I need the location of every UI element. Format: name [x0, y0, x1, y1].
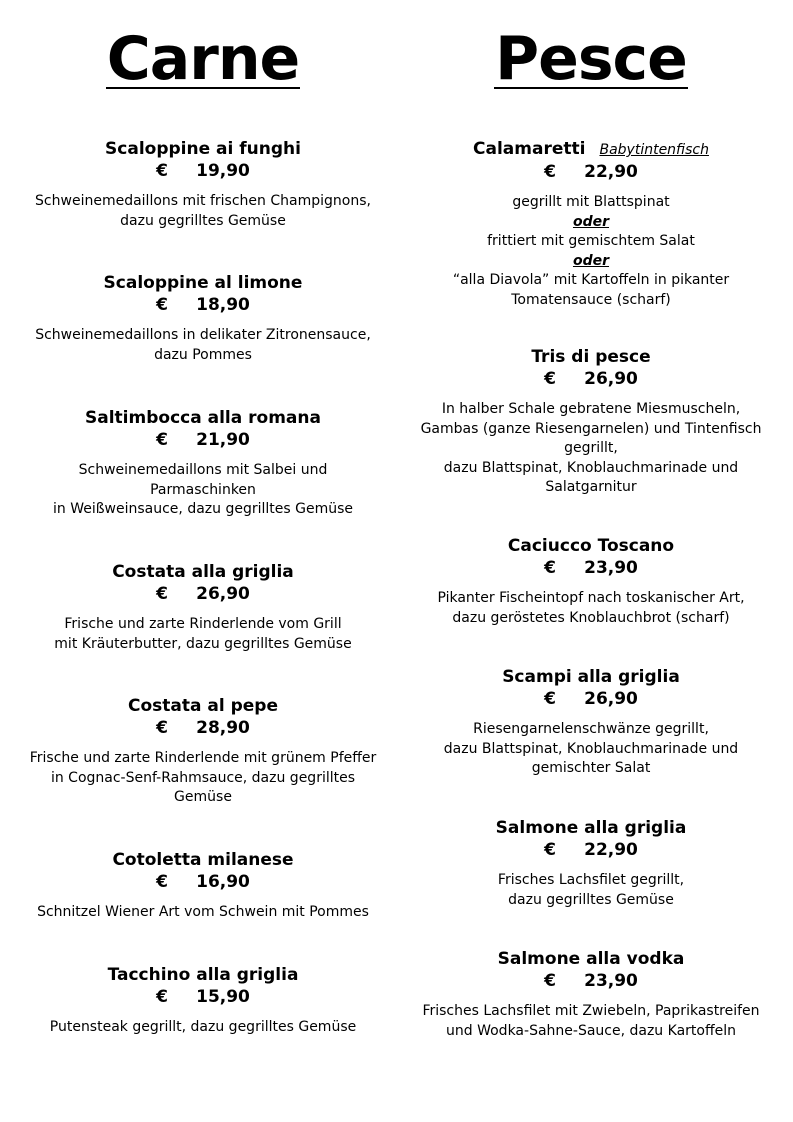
- dish-price: [398, 839, 784, 861]
- dish-description: [10, 461, 396, 520]
- dish-name: [10, 849, 396, 871]
- dish-description: [10, 1018, 396, 1038]
- dish-name: [398, 346, 784, 368]
- dish-price: [10, 294, 396, 316]
- oder-separator: oder: [572, 252, 610, 269]
- price-value: 18,90: [196, 295, 250, 315]
- currency-symbol: €: [156, 718, 168, 738]
- dish-name-text: Caciucco Toscano: [507, 536, 675, 556]
- currency-symbol: €: [544, 369, 556, 389]
- menu-item: [398, 346, 784, 498]
- price-value: 15,90: [196, 987, 250, 1007]
- menu-item: [398, 817, 784, 910]
- currency-symbol: €: [156, 987, 168, 1007]
- description-line: “alla Diavola” mit Kartoffeln in pikanter: [452, 272, 730, 288]
- dish-price: [398, 161, 784, 183]
- price-value: 28,90: [196, 718, 250, 738]
- price-value: 26,90: [584, 369, 638, 389]
- menu-item: [398, 948, 784, 1041]
- pesce-heading: Pesce: [495, 24, 687, 94]
- dish-price: [10, 583, 396, 605]
- dish-description: [398, 720, 784, 779]
- dish-name-text: Saltimbocca alla romana: [85, 408, 321, 428]
- dish-name-text: Tris di pesce: [531, 347, 651, 367]
- menu-item: [10, 964, 396, 1038]
- dish-name-text: Scampi alla griglia: [502, 667, 680, 687]
- currency-symbol: €: [544, 558, 556, 578]
- dish-price: [10, 986, 396, 1008]
- dish-price: [10, 717, 396, 739]
- dish-description: [398, 400, 784, 498]
- pesce-column: [398, 0, 784, 1039]
- description-line: Schnitzel Wiener Art vom Schwein mit Pommes: [37, 904, 369, 920]
- description-line: dazu geröstetes Knoblauchbrot (scharf): [452, 609, 730, 626]
- description-line: dazu gegrilltes Gemüse: [508, 891, 674, 908]
- description-line: In halber Schale gebratene Miesmuscheln,: [441, 401, 741, 417]
- dish-price: [398, 970, 784, 992]
- dish-description: [10, 903, 396, 923]
- dish-name-text: Calamaretti: [473, 139, 586, 159]
- dish-name: [398, 138, 784, 161]
- description-line: dazu Pommes: [154, 346, 252, 363]
- currency-symbol: €: [156, 584, 168, 604]
- currency-symbol: €: [544, 689, 556, 709]
- description-line: dazu Blattspinat, Knoblauchmarinade und: [443, 740, 739, 757]
- description-line: Riesengarnelenschwänze gegrillt,: [473, 721, 709, 737]
- dish-name-text: Tacchino alla griglia: [107, 965, 299, 985]
- currency-symbol: €: [156, 295, 168, 315]
- dish-name: [10, 272, 396, 294]
- price-value: 26,90: [196, 584, 250, 604]
- dish-name-text: Costata al pepe: [127, 696, 278, 716]
- description-line: Tomatensauce (scharf): [511, 291, 671, 308]
- dish-name: [398, 666, 784, 688]
- dish-name-text: Costata alla griglia: [112, 562, 294, 582]
- description-line: Parmaschinken: [150, 481, 256, 498]
- price-value: 16,90: [196, 872, 250, 892]
- dish-description: [398, 871, 784, 910]
- description-line: Schweinemedaillons in delikater Zitronensauce,: [35, 327, 371, 343]
- currency-symbol: €: [156, 872, 168, 892]
- description-line: Frische und zarte Rinderlende vom Grill: [64, 616, 342, 632]
- dish-name: [398, 535, 784, 557]
- price-value: 19,90: [196, 161, 250, 181]
- menu-item: [10, 407, 396, 520]
- menu-item: [398, 138, 784, 310]
- description-line: gegrillt mit Blattspinat: [512, 194, 670, 210]
- oder-separator: oder: [572, 213, 610, 230]
- description-line: Pikanter Fischeintopf nach toskanischer Art,: [437, 590, 745, 606]
- dish-price: [398, 557, 784, 579]
- dish-name: [398, 817, 784, 839]
- description-line: gemischter Salat: [531, 760, 651, 776]
- dish-name: [10, 695, 396, 717]
- description-line: Gemüse: [174, 789, 232, 805]
- dish-name: [10, 407, 396, 429]
- menu-item: [398, 666, 784, 779]
- carne-heading: Carne: [106, 24, 300, 94]
- dish-name-text: Cotoletta milanese: [112, 850, 294, 870]
- description-line: dazu gegrilltes Gemüse: [120, 212, 286, 229]
- dish-name: [398, 948, 784, 970]
- dish-description: [10, 615, 396, 654]
- menu-item: [10, 561, 396, 654]
- description-line: Gambas (ganze Riesengarnelen) und Tintenfisch: [420, 420, 762, 437]
- dish-name: [10, 964, 396, 986]
- description-line: Putensteak gegrillt, dazu gegrilltes Gemüse: [49, 1019, 357, 1035]
- currency-symbol: €: [544, 162, 556, 182]
- dish-price: [398, 368, 784, 390]
- currency-symbol: €: [156, 430, 168, 450]
- price-value: 22,90: [584, 162, 638, 182]
- carne-column: [10, 0, 396, 1035]
- dish-name-text: Salmone alla griglia: [495, 818, 687, 838]
- description-line: dazu Blattspinat, Knoblauchmarinade und: [443, 459, 739, 476]
- menu-item: [10, 272, 396, 365]
- description-line: Schweinemedaillons mit Salbei und: [78, 462, 328, 478]
- dish-description: [10, 749, 396, 808]
- menu-item: [10, 138, 396, 231]
- dish-price: [10, 160, 396, 182]
- dish-name-text: Scaloppine al limone: [103, 273, 303, 293]
- description-line: und Wodka-Sahne-Sauce, dazu Kartoffeln: [446, 1022, 736, 1039]
- description-line: Schweinemedaillons mit frischen Champignons,: [35, 193, 371, 209]
- price-value: 22,90: [584, 840, 638, 860]
- dish-name: [10, 138, 396, 160]
- description-line: frittiert mit gemischtem Salat: [487, 233, 695, 249]
- currency-symbol: €: [544, 840, 556, 860]
- dish-description: [10, 326, 396, 365]
- dish-price: [10, 871, 396, 893]
- currency-symbol: €: [156, 161, 168, 181]
- menu-item: [10, 849, 396, 923]
- price-value: 23,90: [584, 558, 638, 578]
- dish-description: [398, 193, 784, 310]
- description-line: gegrillt,: [564, 440, 618, 456]
- price-value: 26,90: [584, 689, 638, 709]
- dish-name-text: Scaloppine ai funghi: [105, 139, 301, 159]
- price-value: 23,90: [584, 971, 638, 991]
- description-line: in Cognac-Senf-Rahmsauce, dazu gegrilltes: [50, 769, 356, 786]
- description-line: in Weißweinsauce, dazu gegrilltes Gemüse: [52, 501, 353, 517]
- dish-price: [398, 688, 784, 710]
- dish-description: [398, 1002, 784, 1041]
- dish-name: [10, 561, 396, 583]
- description-line: Salatgarnitur: [545, 479, 637, 495]
- description-line: Frisches Lachsfilet mit Zwiebeln, Paprikastreifen: [422, 1003, 760, 1019]
- menu-item: [10, 695, 396, 808]
- menu-item: [398, 535, 784, 628]
- dish-price: [10, 429, 396, 451]
- dish-description: [398, 589, 784, 628]
- currency-symbol: €: [544, 971, 556, 991]
- description-line: Frisches Lachsfilet gegrillt,: [497, 872, 685, 888]
- dish-subtitle: Babytintenfisch: [599, 142, 709, 158]
- description-line: Frische und zarte Rinderlende mit grünem Pfeffer: [29, 750, 377, 766]
- price-value: 21,90: [196, 430, 250, 450]
- dish-name-text: Salmone alla vodka: [497, 949, 685, 969]
- dish-description: [10, 192, 396, 231]
- description-line: mit Kräuterbutter, dazu gegrilltes Gemüse: [54, 635, 352, 652]
